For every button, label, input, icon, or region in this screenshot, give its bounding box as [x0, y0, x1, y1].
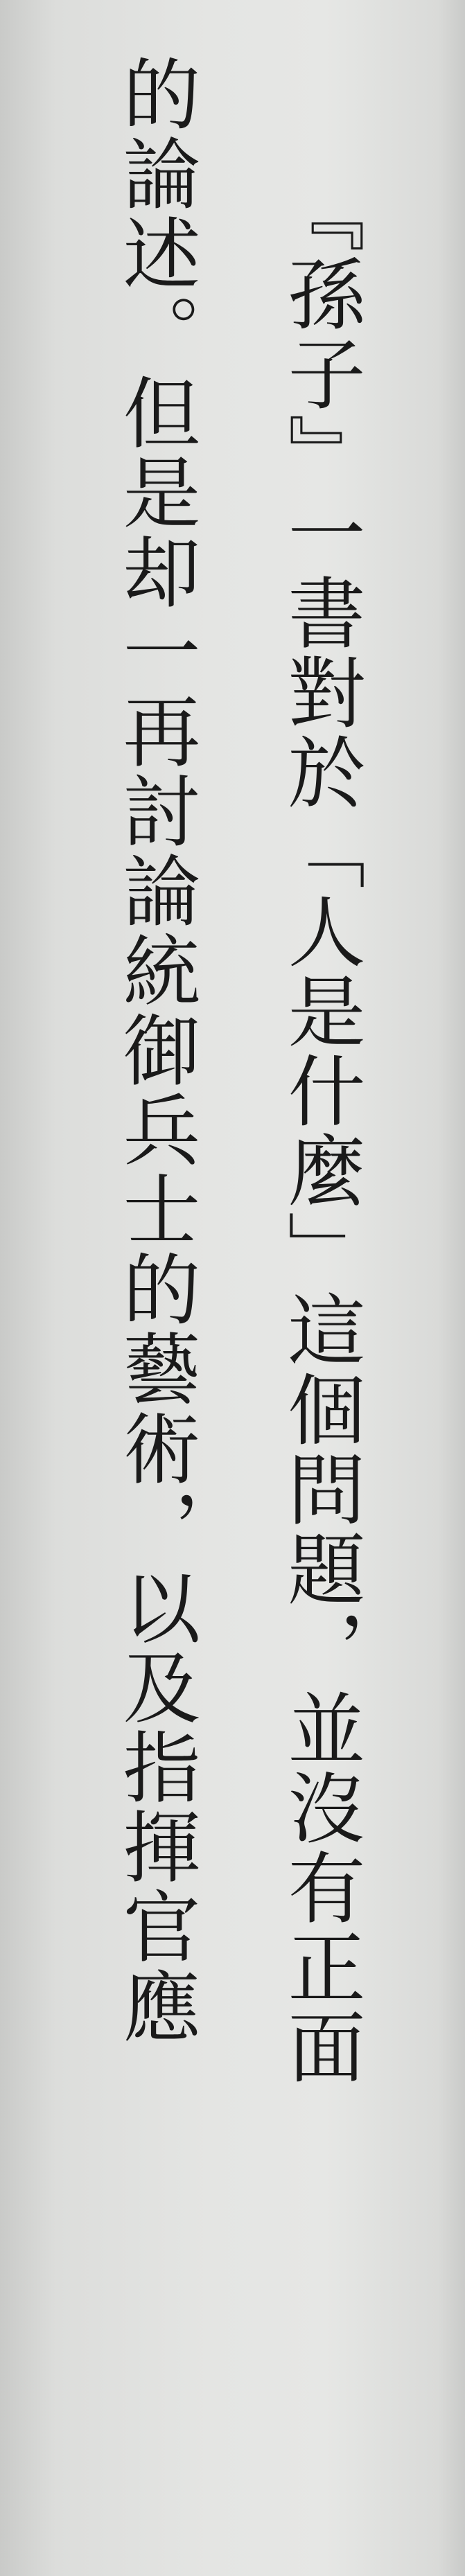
page-edge-shadow [437, 0, 465, 2576]
text-column-1: 『孫子』一書對於「人是什麼」這個問題，並沒有正面 [275, 175, 365, 2087]
text-column-2: 的論述。但是却一再討論統御兵士的藝術，以及指揮官應 [110, 54, 200, 2046]
